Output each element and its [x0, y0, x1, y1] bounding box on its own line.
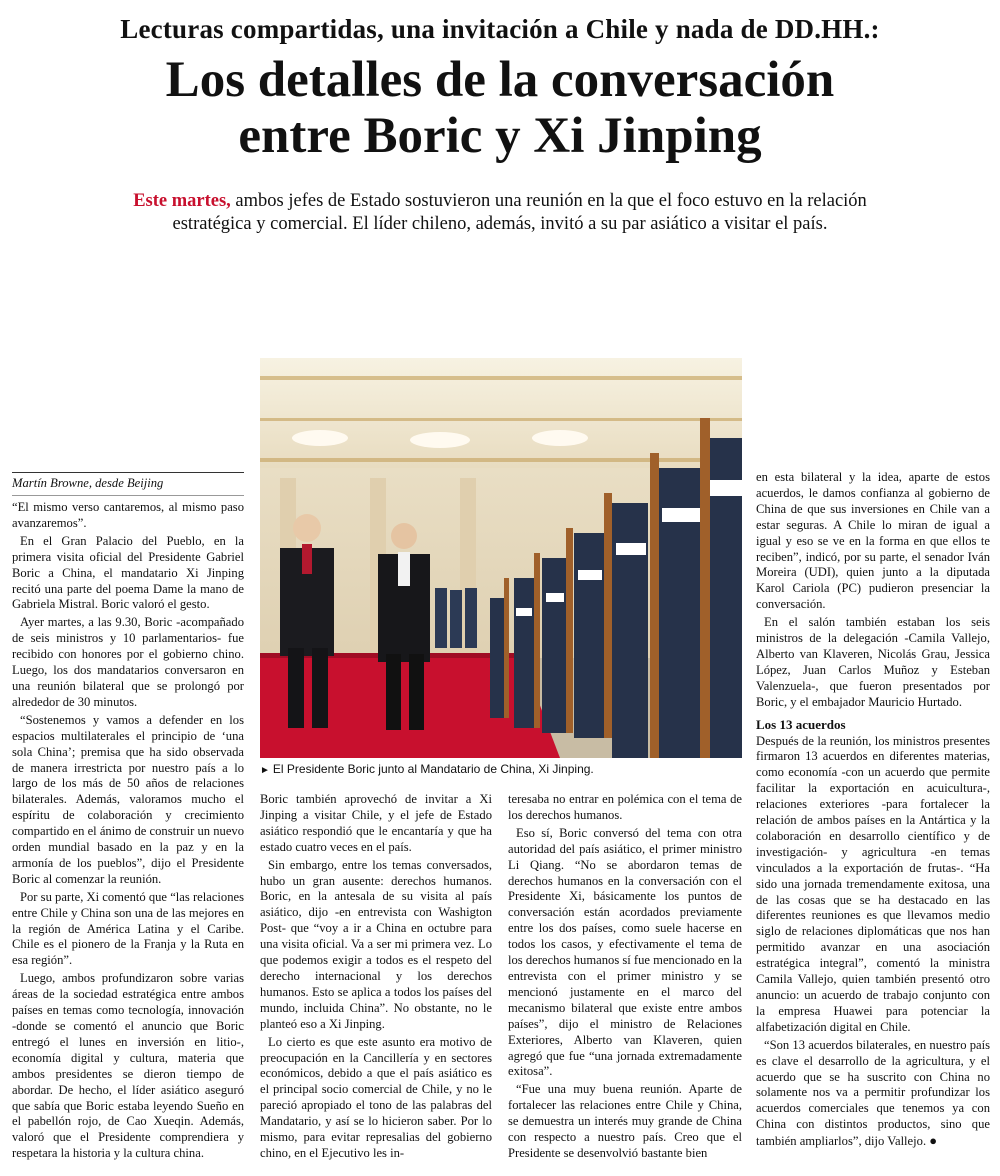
col4-paragraph: Después de la reunión, los ministros presentes firmaron 13 acuerdos en diferentes materias, como economía -con un acuerdo que permite facilitar la exportación en acuicultura-, relaciones exteriores -para fortalecer la relación de ambos países en la Antártica y la colaboración en desarrollo científico y de investigación- y agricultura -en temas vinculados a la exportación de frutas-. “Ha sido una jornada tremendamente exitosa, una de las cosas que se ha destacado en las diferentes reuniones es que llevamos medio siglo de relaciones diplomáticas que nos han permitido avanzar en una asociación estratégica integral”, comentó la ministra Camila Vallejo, quien también presentó otro anuncio: un acuerdo de trabajo conjunto con la empresa Huawei para potenciar la alfabetización digital en Chile.	[756, 733, 990, 1034]
byline-divider	[12, 495, 244, 496]
headline-line-2: entre Boric y Xi Jinping	[238, 108, 762, 164]
col4-paragraph: En el salón también estaban los seis ministros de la delegación -Camila Vallejo, Alberto van Klaveren, Nicolás Grau, Jessica López, Juan Carlos Muñoz y Esteban Valenzuela-, que fueron presentados por Boric, y el embajador Mauricio Hurtado.	[756, 615, 990, 709]
col3-paragraph: teresaba no entrar en polémica con el tema de los derechos humanos.	[508, 792, 742, 822]
photo-illustration	[260, 358, 742, 758]
col3-paragraph: Eso sí, Boric conversó del tema con otra autoridad del país asiático, el primer ministro Li Qiang. “No se abordaron temas de derechos humanos en la conversación con el Presidente Xi, básicamente los puntos de conversación están acordados previamente entre los dos países, como suele hacerse en todos los casos, y efectivamente el tema de los derechos humanos sí fue mencionado en la entrevista con el primer ministro y se mencionó justamente en el marco del mecanismo bilateral que existe entre ambos países”, dijo el ministro de Relaciones Exteriores, Alberto van Klaveren, quien agregó que fue “una jornada extremadamente exitosa”.	[508, 825, 742, 1079]
col1-paragraph: “El mismo verso cantaremos, al mismo paso avanzaremos”.	[12, 500, 244, 530]
photo-caption	[260, 762, 742, 778]
article-headline	[0, 52, 1000, 164]
article-kicker: Lecturas compartidas, una invitación a Chile y nada de DD.HH.:	[120, 14, 880, 44]
col4-final-text: “Son 13 acuerdos bilaterales, en nuestro país es clave el desarrollo de la agricultura, y el acuerdo que se ha suscrito con China no solamente nos va a permitir profundizar los acuerdos comerciales que tenemos ya con China con distintos productos, sino que también ampliarlos”, dijo Vallejo.	[756, 1037, 990, 1149]
col2-paragraph: Boric también aprovechó de invitar a Xi Jinping a visitar Chile, y el jefe de Estado asiático respondió que le encantaría y que ha estado cuatro veces en el país.	[260, 792, 492, 854]
col1-paragraph: Ayer martes, a las 9.30, Boric -acompañado de seis ministros y 10 parlamentarios- fue recibido con honores por el gobierno chino. Luego, los dos mandatarios conversaron en una reunión bilateral que se prolongó por alrededor de 30 minutos.	[12, 615, 244, 709]
col4-paragraph: en esta bilateral y la idea, aparte de estos acuerdos, le damos confianza al gobierno de China de que sus inversiones en Chile van a estar seguras. A Chile lo miran de igual a igual y eso se ve en la forma en que ellos te reciben”, indicó, por su parte, el senador Iván Moreira (UDI), quien junto a la diputada Karol Cariola (PC) pudieron presenciar la conversación.	[756, 470, 990, 612]
col4-paragraph	[756, 1038, 990, 1150]
column-4	[756, 470, 990, 1152]
article-photo	[260, 358, 742, 758]
col2-paragraph: Lo cierto es que este asunto era motivo de preocupación en la Cancillería y en sectores económicos, debido a que el país asiático es el principal socio comercial de Chile, y no le pareció apropiado el tono de las palabras del Mandatario, y así se lo hicieron saber. Por lo mismo, para evitar represalias del gobierno chino, en el Ejecutivo les in-	[260, 1034, 492, 1160]
end-mark: ●	[929, 1133, 938, 1149]
column-2	[260, 792, 492, 1164]
lede-text: ambos jefes de Estado sostuvieron una reunión en la que el foco estuvo en la relación estratégica y comercial. El líder chileno, además, invitó a su par asiático a visitar el país.	[172, 191, 867, 234]
lede-lead-in: Este martes,	[133, 191, 231, 211]
caption-marker: ►	[260, 765, 270, 776]
byline-box	[12, 472, 244, 496]
caption-text: El Presidente Boric junto al Mandatario de China, Xi Jinping.	[272, 762, 594, 776]
col1-paragraph: Luego, ambos profundizaron sobre varias áreas de la sociedad estratégica entre ambos países en temas como tecnología, innovación -donde se comentó el anuncio que Boric entregó el lunes en inversión en litio-, economía digital y cultura, materia que ambos presidentes se dieron tiempo de abordar. De hecho, el líder asiático aseguró que sabía que Boric estaba leyendo Sueño en el pabellón rojo, de Cao Xueqin. Además, valoró que el Presidente comprendiera y respetara la historia y la cultura china.	[12, 971, 244, 1161]
article-lede	[110, 190, 890, 236]
col3-paragraph: “Fue una muy buena reunión. Aparte de fortalecer las relaciones entre Chile y China, se demuestra un interés muy grande de China con respecto a nuestro país. Creo que el Presidente se desenvolvió bastante bien	[508, 1082, 742, 1160]
col1-paragraph: Por su parte, Xi comentó que “las relaciones entre Chile y China son una de las mejores en la región de América Latina y el Caribe. Chile es el pionero de la Franja y la Ruta en esa región”.	[12, 889, 244, 968]
column-3	[508, 792, 742, 1164]
subhead-13-acuerdos: Los 13 acuerdos	[756, 716, 846, 732]
col1-paragraph: En el Gran Palacio del Pueblo, en la primera visita oficial del Presidente Gabriel Boric a China, el mandatario Xi Jinping recitó una parte del poema Dame la mano de Gabriela Mistral. Boric valoró el gesto.	[12, 533, 244, 612]
col1-paragraph: “Sostenemos y vamos a defender en los espacios multilaterales el principio de ‘una sola China’; premisa que ha sido observada de manera irrestricta por nuestro país a lo largo de los más de 50 años de relaciones bilaterales. Además, valoramos mucho el espíritu de colaboración y crecimiento compartido en el ánimo de construir un nuevo orden mundial basado en la paz y en la armonía de los pueblos”, dijo el Presidente Boric al comenzar la reunión.	[12, 712, 244, 886]
headline-line-1: Los detalles de la conversación	[165, 52, 835, 108]
col2-paragraph: Sin embargo, entre los temas conversados, hubo un gran ausente: derechos humanos. Boric, en la antesala de su visita al país asiático, dijo -en entrevista con Washigton Post- que “voy a ir a China en octubre para una visita oficial. Va a ser mi primera vez. Lo que podemos exigir a todos es el respeto del derecho internacional y los derechos humanos. Esto se aplica a todos los países del mundo, incluida China”. No obstante, no le planteó eso a Xi Jinping.	[260, 857, 492, 1031]
byline: Martín Browne, desde Beijing	[12, 476, 164, 490]
column-1	[12, 500, 244, 1164]
